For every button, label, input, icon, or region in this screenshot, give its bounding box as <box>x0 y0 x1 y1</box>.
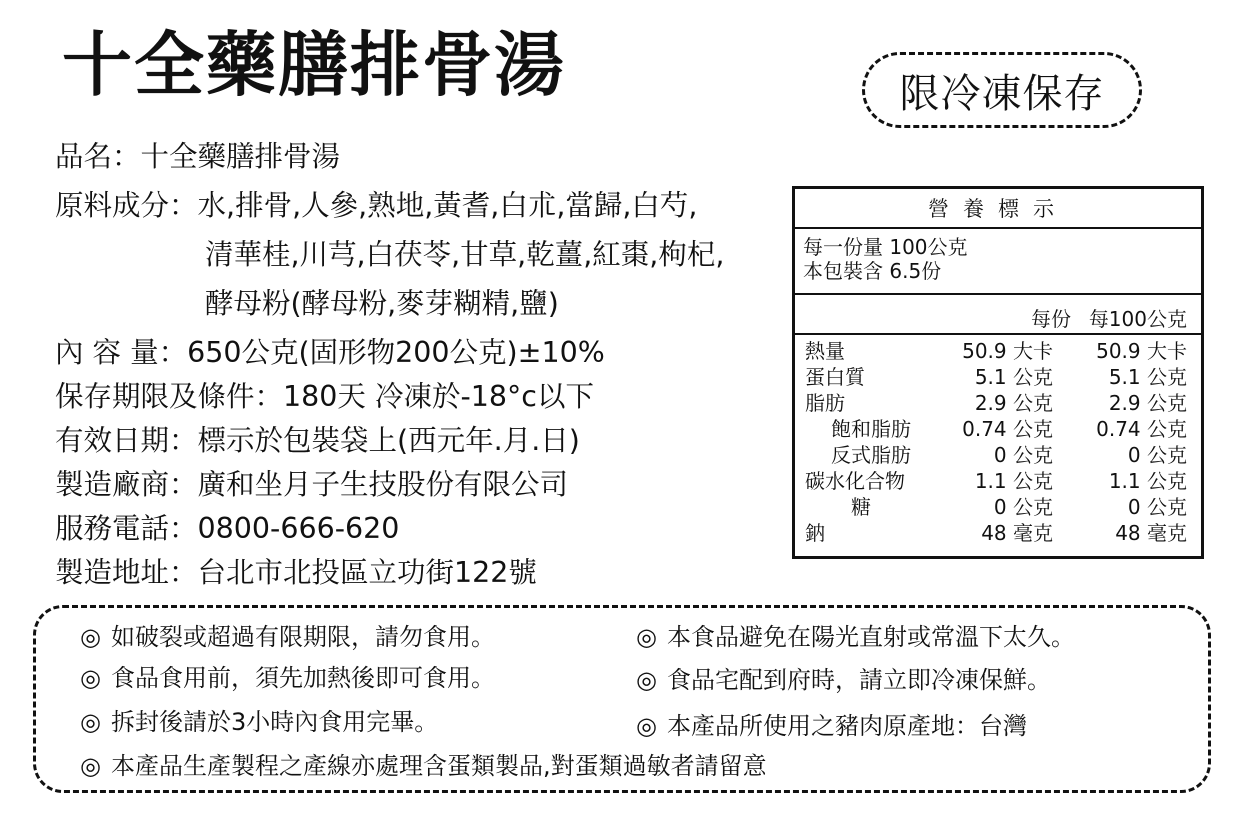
bullet-icon: ◎ <box>80 708 101 736</box>
info-expiry-value: 標示於包裝袋上(西元年.月.日) <box>197 424 580 457</box>
notice-text: 本食品避免在陽光直射或常溫下太久。 <box>666 623 1075 651</box>
nutrient-per-serving: 48 毫克 <box>981 521 1053 545</box>
info-phone-label: 服務電話： <box>55 512 198 545</box>
nutrition-row <box>795 442 1201 468</box>
nutrition-column-headers <box>795 295 1201 335</box>
nutrition-rows <box>795 335 1201 546</box>
info-storage-value: 180天 冷凍於-18°c以下 <box>283 380 594 413</box>
nutrient-per-serving: 5.1 公克 <box>974 365 1053 389</box>
notice-item <box>80 751 767 781</box>
nutrient-per-100g: 0 公克 <box>1127 443 1187 467</box>
notice-box <box>33 605 1211 793</box>
info-expiry-label: 有效日期： <box>55 424 198 457</box>
product-info <box>55 135 724 595</box>
bullet-icon: ◎ <box>636 712 657 740</box>
nutrition-row <box>795 338 1201 364</box>
info-ingredients-line: 水,排骨,人參,熟地,黃耆,白朮,當歸,白芍, <box>197 189 698 222</box>
notice-text: 食品宅配到府時，請立即冷凍保鮮。 <box>666 666 1051 694</box>
bullet-icon: ◎ <box>636 623 657 651</box>
nutrition-row <box>795 390 1201 416</box>
nutrient-per-serving: 0 公克 <box>993 495 1053 519</box>
info-name-label: 品名： <box>55 140 141 173</box>
notice-item <box>636 665 1051 695</box>
info-content-label: 內 容 量： <box>55 336 188 369</box>
info-address <box>55 551 724 595</box>
bullet-icon: ◎ <box>636 666 657 694</box>
nutrient-per-100g: 0 公克 <box>1127 495 1187 519</box>
notice-item <box>636 711 1027 741</box>
info-manufacturer <box>55 463 724 507</box>
nutrition-row <box>795 520 1201 546</box>
info-name-value: 十全藥膳排骨湯 <box>140 140 341 173</box>
info-ingredients-cont <box>55 233 724 277</box>
nutrition-row <box>795 364 1201 390</box>
notice-text: 本產品生產製程之產線亦處理含蛋類製品,對蛋類過敏者請留意 <box>110 752 767 780</box>
notice-item <box>80 622 495 652</box>
nutrient-name: 鈉 <box>805 521 825 545</box>
info-name <box>55 135 724 179</box>
nutrient-name: 碳水化合物 <box>805 469 905 493</box>
nutrient-name: 脂肪 <box>805 391 845 415</box>
product-title: 十全藥膳排骨湯 <box>62 24 566 106</box>
nutrient-per-100g: 0.74 公克 <box>1096 417 1187 441</box>
bullet-icon: ◎ <box>80 623 101 651</box>
info-ingredients <box>55 184 724 228</box>
nutrition-row <box>795 416 1201 442</box>
info-expiry <box>55 419 724 463</box>
info-ingredients-cont <box>55 282 724 326</box>
storage-badge: 限冷凍保存 <box>862 52 1142 128</box>
nutrient-name: 蛋白質 <box>805 365 865 389</box>
info-phone-value: 0800-666-620 <box>197 512 400 545</box>
info-phone <box>55 507 724 551</box>
nutrition-row <box>795 468 1201 494</box>
nutrient-per-100g: 50.9 大卡 <box>1096 339 1187 363</box>
col-per-serving: 每份 <box>1031 307 1071 331</box>
notice-text: 如破裂或超過有限期限，請勿食用。 <box>110 623 495 651</box>
info-manufacturer-value: 廣和坐月子生技股份有限公司 <box>197 468 569 501</box>
nutrient-name: 反式脂肪 <box>831 443 911 467</box>
nutrition-serving <box>795 229 1201 295</box>
notice-item <box>636 622 1075 652</box>
info-address-label: 製造地址： <box>55 556 198 589</box>
nutrient-per-100g: 5.1 公克 <box>1108 365 1187 389</box>
col-per-100g: 每100公克 <box>1088 307 1187 331</box>
notice-text: 食品食用前，須先加熱後即可食用。 <box>110 664 495 692</box>
nutrient-per-serving: 2.9 公克 <box>974 391 1053 415</box>
nutrition-table <box>792 186 1204 559</box>
notice-text: 本產品所使用之豬肉原產地：台灣 <box>666 712 1027 740</box>
info-content <box>55 331 724 375</box>
nutrient-name: 飽和脂肪 <box>831 417 911 441</box>
info-ingredients-line: 酵母粉(酵母粉,麥芽糊精,鹽) <box>205 287 559 320</box>
info-address-value: 台北市北投區立功街122號 <box>197 556 537 589</box>
info-ingredients-label: 原料成分： <box>55 189 198 222</box>
bullet-icon: ◎ <box>80 752 101 780</box>
nutrient-per-100g: 2.9 公克 <box>1108 391 1187 415</box>
nutrient-per-serving: 0.74 公克 <box>962 417 1053 441</box>
notice-item <box>80 707 438 737</box>
notice-item <box>80 663 495 693</box>
info-storage <box>55 375 724 419</box>
info-manufacturer-label: 製造廠商： <box>55 468 198 501</box>
servings-per-pack: 本包裝含 6.5份 <box>803 259 942 283</box>
nutrient-name: 糖 <box>851 495 871 519</box>
serving-size: 每一份量 100公克 <box>803 235 968 259</box>
notice-text: 拆封後請於3小時內食用完畢。 <box>110 708 439 736</box>
nutrition-title: 營養標示 <box>795 189 1201 229</box>
bullet-icon: ◎ <box>80 664 101 692</box>
nutrient-per-serving: 1.1 公克 <box>974 469 1053 493</box>
nutrient-per-100g: 48 毫克 <box>1115 521 1187 545</box>
nutrient-name: 熱量 <box>805 339 845 363</box>
nutrient-per-100g: 1.1 公克 <box>1108 469 1187 493</box>
info-content-value: 650公克(固形物200公克)±10% <box>187 336 605 369</box>
nutrient-per-serving: 0 公克 <box>993 443 1053 467</box>
nutrition-row <box>795 494 1201 520</box>
info-storage-label: 保存期限及條件： <box>55 380 284 413</box>
info-ingredients-line: 清華桂,川芎,白茯苓,甘草,乾薑,紅棗,枸杞, <box>205 238 725 271</box>
nutrient-per-serving: 50.9 大卡 <box>962 339 1053 363</box>
